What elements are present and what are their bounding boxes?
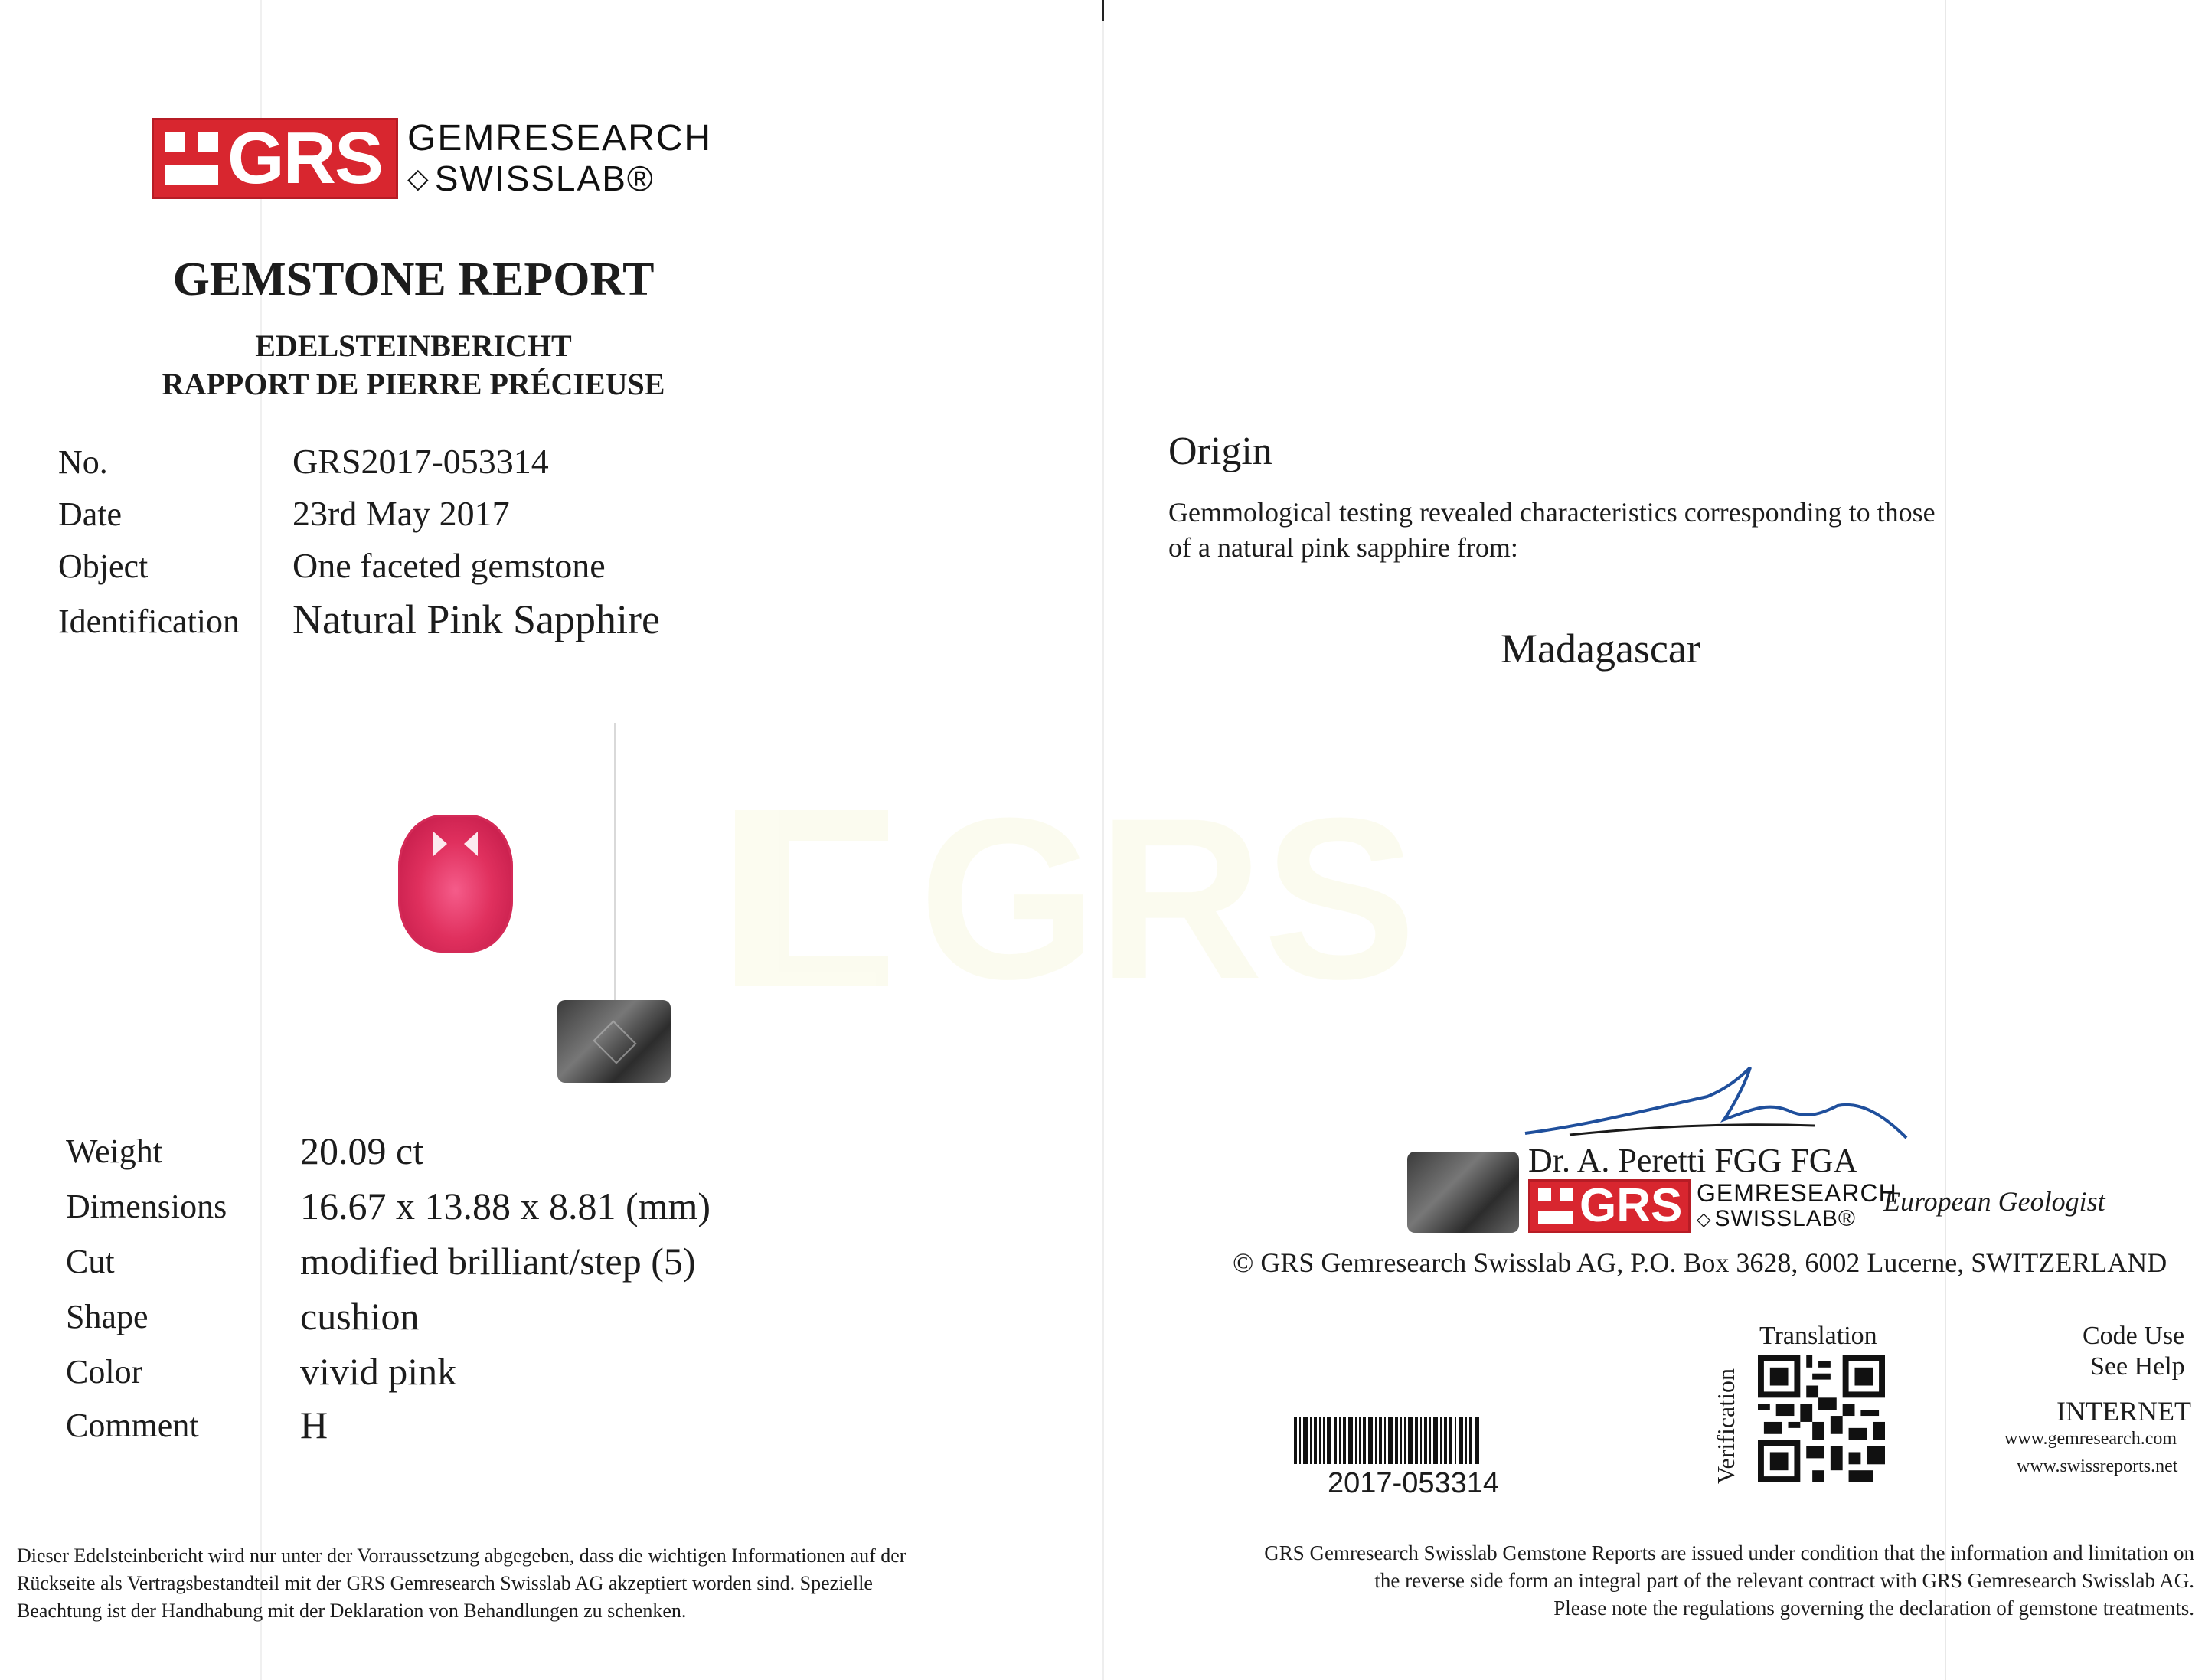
signatory-title: European Geologist (1883, 1186, 2105, 1217)
field-value-no: GRS2017-053314 (292, 442, 549, 481)
swiss-cross-icon (165, 132, 218, 185)
swiss-cross-icon (1538, 1188, 1573, 1224)
origin-text-line-1: Gemmological testing revealed characteristics corresponding to those (1168, 497, 1936, 528)
logo-line-1: GEMRESEARCH (407, 118, 713, 159)
grs-logo-small (1528, 1179, 1897, 1233)
signature (1524, 1064, 1914, 1149)
hologram-seal (557, 1000, 671, 1083)
report-subtitle-fr: RAPPORT DE PIERRE PRÉCIEUSE (162, 367, 665, 401)
field-value-cut: modified brilliant/step (5) (300, 1240, 696, 1283)
qr-top-label: Translation (1759, 1322, 1877, 1350)
field-value-object: One faceted gemstone (292, 546, 606, 585)
field-label-shape: Shape (66, 1298, 149, 1335)
internet-label: INTERNET (2056, 1396, 2191, 1427)
field-label-dimensions: Dimensions (66, 1188, 227, 1225)
url-swissreports[interactable]: www.swissreports.net (2017, 1456, 2178, 1476)
report-title: GEMSTONE REPORT (172, 253, 655, 306)
code-use-label: Code Use (2082, 1322, 2185, 1350)
field-value-dimensions: 16.67 x 13.88 x 8.81 (mm) (300, 1185, 711, 1227)
qr-code[interactable] (1758, 1355, 1885, 1482)
watermark-text: GRS (919, 770, 1417, 1027)
diamond-icon: ◇ (1697, 1208, 1712, 1230)
fold-line (1945, 0, 1946, 1680)
footer-line: the reverse side form an integral part of the relevant contract with GRS Gemresearch Swisslab AG. (1374, 1569, 2194, 1592)
footer-line: Please note the regulations governing the declaration of gemstone treatments. (1553, 1597, 2194, 1620)
field-value-identification: Natural Pink Sapphire (292, 596, 660, 642)
footer-line: Beachtung ist der Handhabung mit der Deklaration von Behandlungen zu schenken. (17, 1600, 687, 1622)
field-value-weight: 20.09 ct (300, 1129, 424, 1172)
see-help-label: See Help (2090, 1352, 2185, 1381)
gemstone-photo (398, 815, 513, 953)
hologram-seal (1407, 1152, 1519, 1233)
tick-mark (1102, 0, 1104, 21)
grs-watermark (735, 766, 1416, 1031)
field-label-comment: Comment (66, 1407, 199, 1444)
logo-line-2: SWISSLAB® (434, 159, 655, 198)
field-value-comment: H (300, 1404, 328, 1446)
copyright-line: © GRS Gemresearch Swisslab AG, P.O. Box 3628, 6002 Lucerne, SWITZERLAND (1233, 1247, 2167, 1278)
field-label-object: Object (58, 547, 149, 585)
field-value-shape: cushion (300, 1295, 420, 1338)
field-label-cut: Cut (66, 1243, 115, 1280)
logo-line-2: SWISSLAB® (1714, 1206, 1856, 1231)
field-label-weight: Weight (66, 1133, 162, 1170)
logo-mark: GRS (1579, 1179, 1683, 1232)
barcode (1294, 1417, 1554, 1464)
footer-note-de (17, 1542, 1027, 1625)
origin-country: Madagascar (1501, 626, 1700, 672)
grs-logo (152, 118, 712, 199)
field-value-date: 23rd May 2017 (292, 494, 510, 533)
signatory-name: Dr. A. Peretti FGG FGA (1528, 1142, 1858, 1179)
url-gemresearch[interactable]: www.gemresearch.com (2004, 1429, 2177, 1449)
barcode-number: 2017-053314 (1328, 1467, 1499, 1499)
field-label-no: No. (58, 443, 108, 481)
logo-mark: GRS (227, 117, 383, 199)
field-value-color: vivid pink (300, 1350, 457, 1393)
report-subtitle-de: EDELSTEINBERICHT (255, 328, 572, 363)
footer-line: Rückseite als Vertragsbestandteil mit der GRS Gemresearch Swisslab AG akzeptiert worden sind. Spezielle (17, 1572, 873, 1594)
diamond-icon: ◇ (407, 162, 430, 194)
field-label-date: Date (58, 495, 122, 533)
footer-line: Dieser Edelsteinbericht wird nur unter der Vorraussetzung abgegeben, dass die wichtigen Informationen auf der (17, 1544, 906, 1567)
footer-note-en (1148, 1539, 2194, 1622)
logo-line-1: GEMRESEARCH (1697, 1179, 1897, 1207)
origin-heading: Origin (1168, 430, 1272, 473)
field-label-identification: Identification (58, 603, 240, 640)
field-label-color: Color (66, 1353, 143, 1391)
qr-side-label: Verification (1712, 1368, 1740, 1484)
origin-text-line-2: of a natural pink sapphire from: (1168, 532, 1518, 563)
footer-line: GRS Gemresearch Swisslab Gemstone Reports are issued under condition that the information and limitation on (1264, 1541, 2194, 1564)
